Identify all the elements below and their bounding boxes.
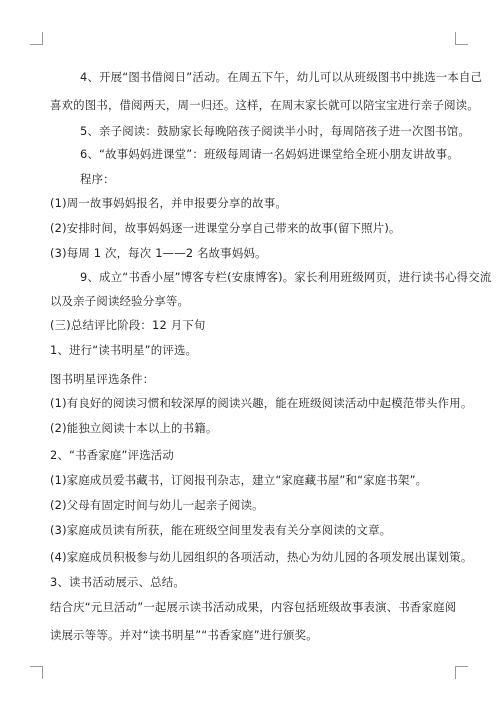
paragraph-line: 1、进行“读书明星”的评选。 [50,343,198,357]
paragraph-line: 以及亲子阅读经验分享等。 [50,294,190,308]
list-item: (1)有良好的阅读习惯和较深厚的阅读兴趣，能在班级阅读活动中起模范带头作用。 [50,396,473,410]
paragraph-line: 4、开展“图书借阅日”活动。在周五下午，幼儿可以从班级图书中挑选一本自己 [80,70,483,84]
list-item: (1)周一故事妈妈报名，并申报要分享的故事。 [50,196,287,210]
list-item: (3)家庭成员读有所获，能在班级空间里发表有关分享阅读的文章。 [50,523,392,537]
paragraph-line: 程序： [80,172,115,186]
list-item: (2)安排时间，故事妈妈逐一进课堂分享自己带来的故事(留下照片)。 [50,221,401,235]
paragraph-line: 6、“故事妈妈进课堂”：班级每周请一名妈妈进课堂给全班小朋友讲故事。 [80,147,459,161]
paragraph-line: 图书明星评选条件： [50,372,155,386]
paragraph-line: 2、“书香家庭”评选活动 [50,448,174,462]
list-item: (2)能独立阅读十本以上的书籍。 [50,421,218,435]
list-item: (3)每周 1 次，每次 1——2 名故事妈妈。 [50,246,267,260]
list-item: (2)父母有固定时间与幼儿一起亲子阅读。 [50,498,264,512]
paragraph-line: 喜欢的图书，借阅两天，周一归还。这样，在周末家长就可以陪宝宝进行亲子阅读。 [50,98,479,112]
paragraph-line: 读展示等等。并对“读书明星”“书香家庭”进行颁奖。 [50,628,318,642]
list-item: (4)家庭成员积极参与幼儿园组织的各项活动，热心为幼儿园的各项发展出谋划策。 [50,550,473,564]
section-heading: (三)总结评比阶段：12 月下旬 [50,318,206,332]
paragraph-line: 5、亲子阅读：鼓励家长每晚陪孩子阅读半小时，每周陪孩子进一次图书馆。 [80,124,470,138]
paragraph-line: 9、成立“书香小屋”博客专栏(安康博客)。家长利用班级网页，进行读书心得交流 [80,270,492,284]
list-item: (1)家庭成员爱书藏书，订阅报刊杂志，建立“家庭藏书屋”和“家庭书架”。 [50,473,428,487]
paragraph-line: 3、读书活动展示、总结。 [50,575,185,589]
paragraph-line: 结合庆“元旦活动”一起展示读书活动成果，内容包括班级故事表演、书香家庭阅 [50,600,457,614]
